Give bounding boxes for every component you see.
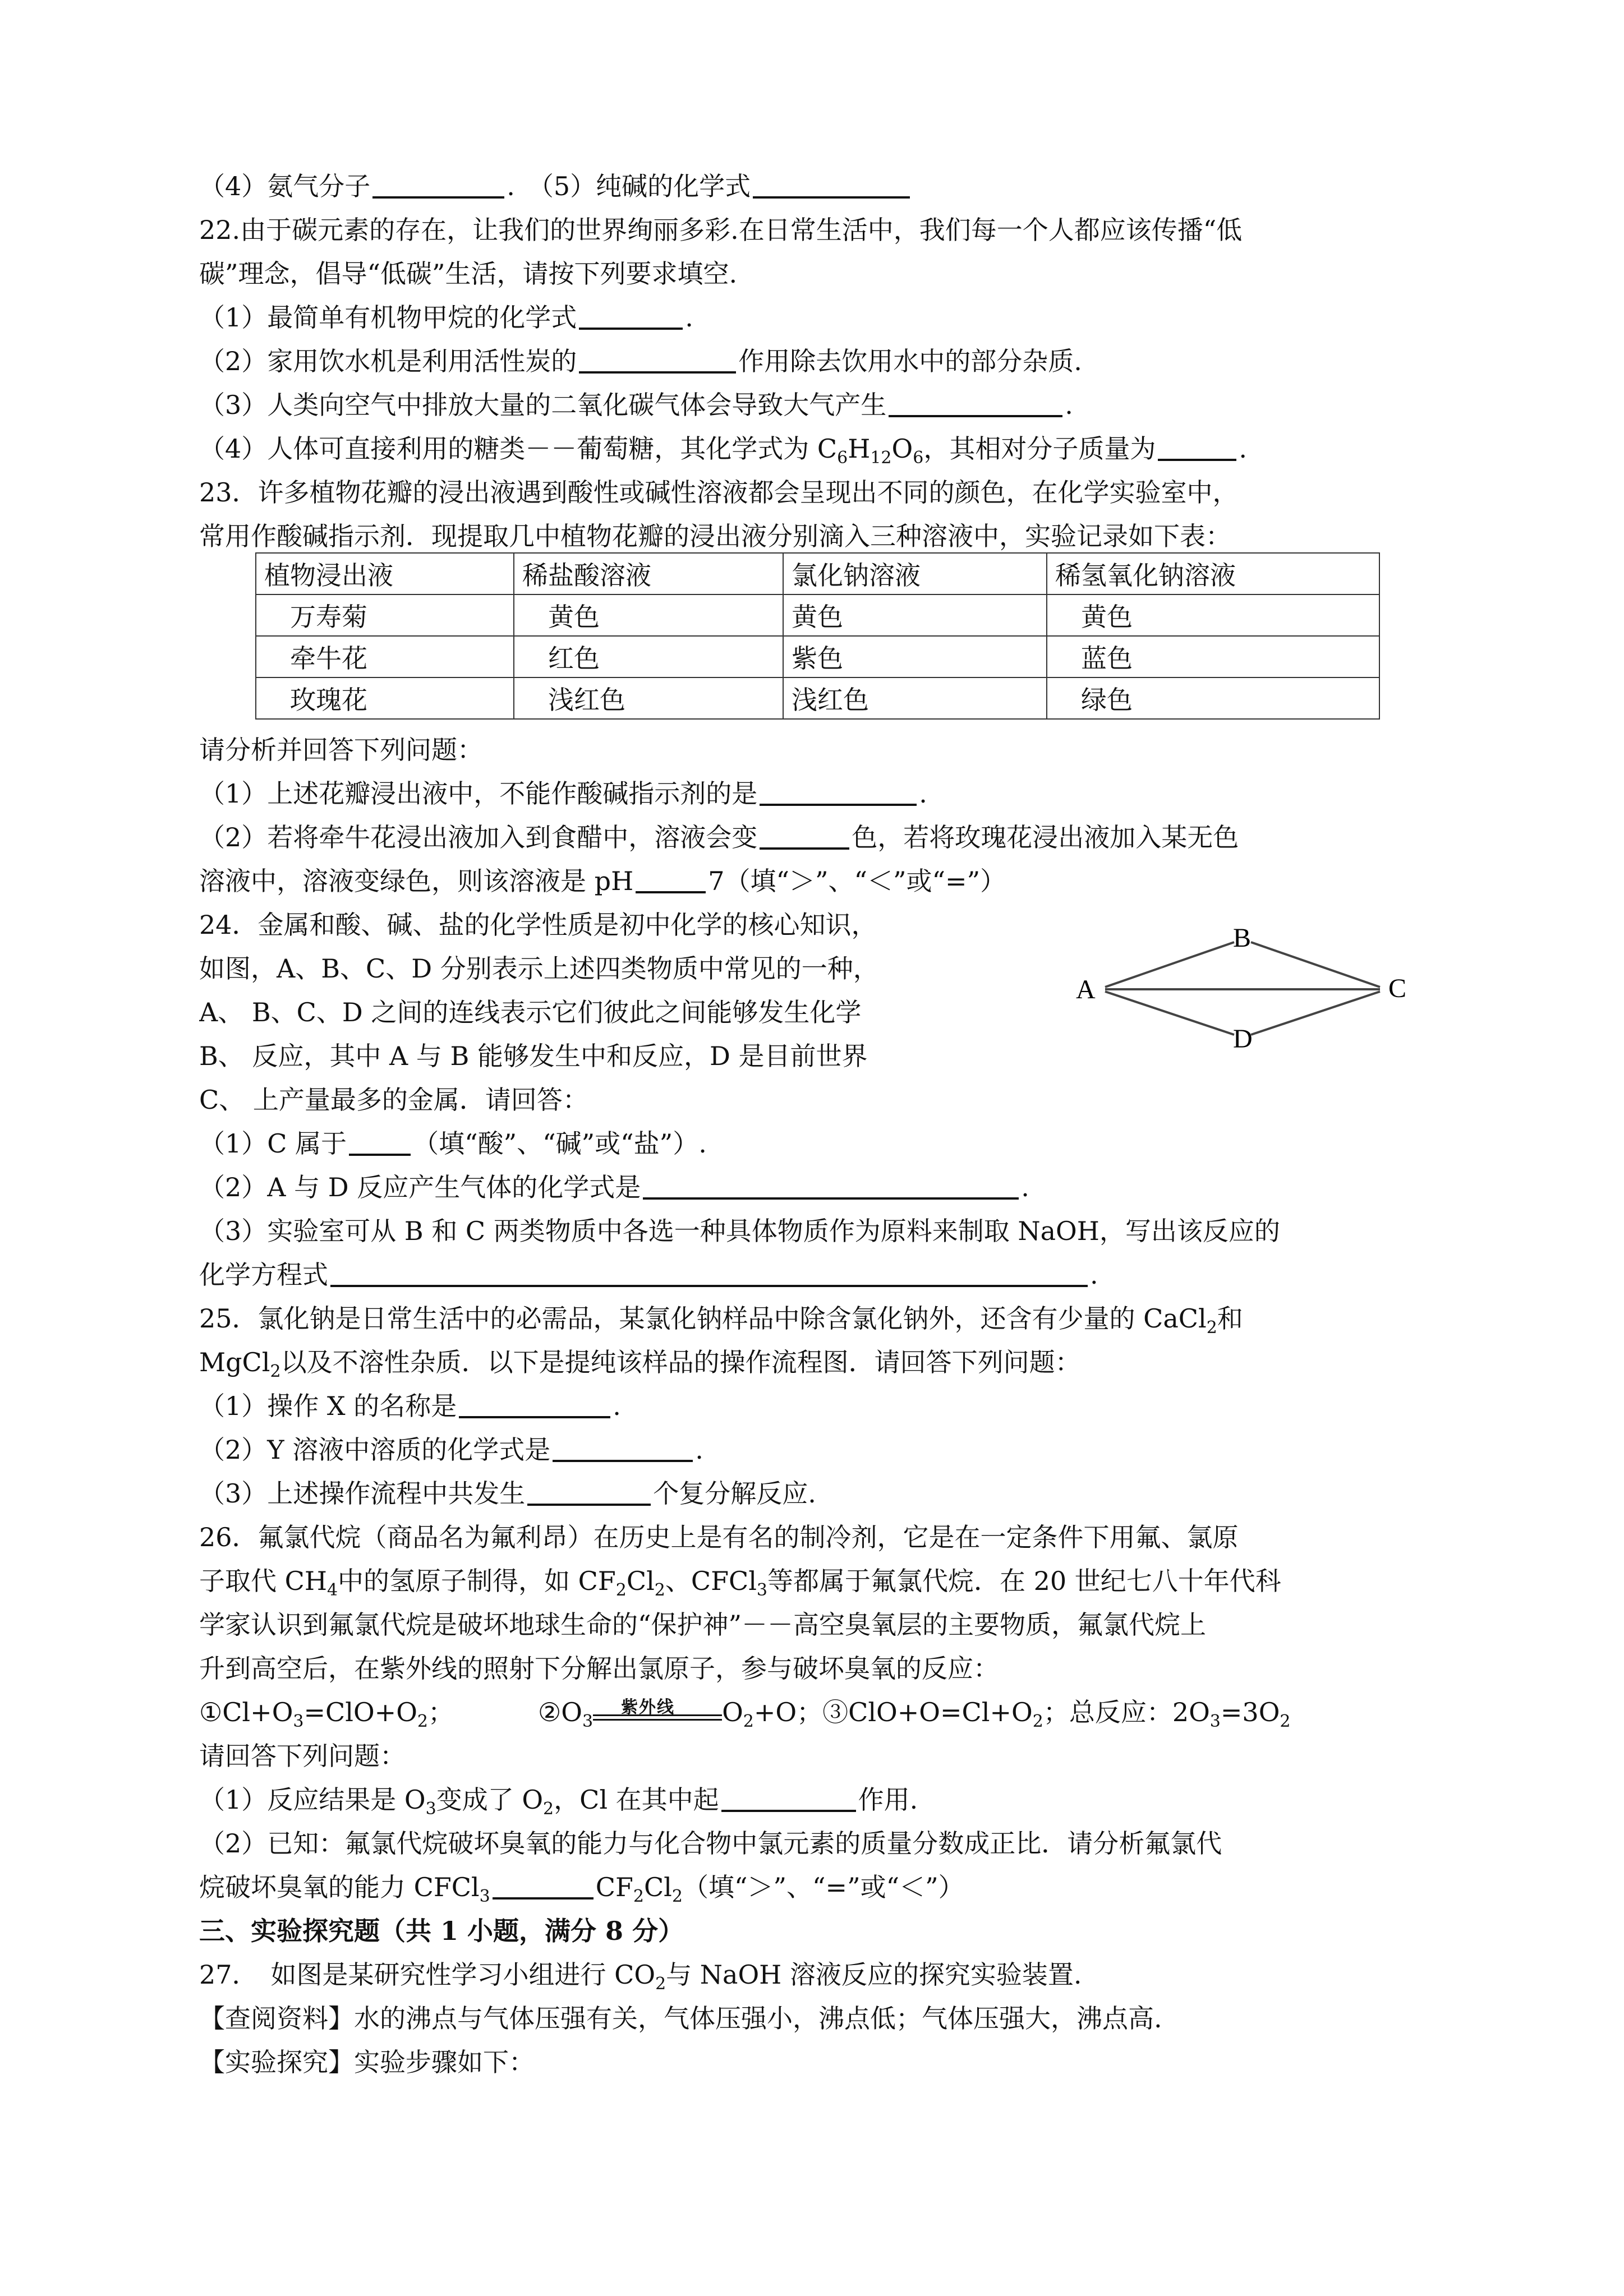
answer-blank[interactable] bbox=[636, 864, 706, 893]
node-b: B bbox=[1233, 923, 1252, 953]
question-27-steps: 【实验探究】实验步骤如下： bbox=[199, 2047, 535, 2077]
question-24-3-cont: 化学方程式 . bbox=[199, 1257, 1461, 1293]
question-26-stem-4: 升到高空后，在紫外线的照射下分解出氯原子，参与破坏臭氧的反应： bbox=[199, 1653, 999, 1684]
table-cell: 牵牛花 bbox=[256, 636, 514, 677]
question-26-stem-3: 学家认识到氟氯代烷是破坏地球生命的“保护神”－－高空臭氧层的主要物质，氟氯代烷上 bbox=[199, 1610, 1207, 1640]
node-c: C bbox=[1388, 974, 1407, 1003]
answer-blank[interactable] bbox=[579, 301, 683, 330]
answer-blank[interactable] bbox=[1158, 432, 1236, 461]
answer-blank[interactable] bbox=[527, 1477, 651, 1506]
question-22-3: （3）人类向空气中排放大量的二氧化碳气体会导致大气产生 . bbox=[199, 387, 1461, 423]
table-cell: 浅红色 bbox=[514, 677, 783, 719]
table-row bbox=[256, 636, 1379, 677]
table-cell: 玫瑰花 bbox=[256, 677, 514, 719]
answer-blank[interactable] bbox=[721, 1783, 856, 1812]
table-cell: 紫色 bbox=[783, 636, 1047, 677]
answer-blank[interactable] bbox=[760, 820, 849, 850]
table-row bbox=[256, 677, 1379, 719]
question-23-stem-cont: 常用作酸碱指示剂．现提取几中植物花瓣的浸出液分别滴入三种溶液中，实验记录如下表： bbox=[199, 521, 1231, 551]
question-22-4: （4）人体可直接利用的糖类－－葡萄糖，其化学式为 $C_6H_{12}O_6$，其相对分子质量为 . bbox=[199, 431, 1461, 467]
answer-blank[interactable] bbox=[372, 169, 504, 199]
table-cell: 蓝色 bbox=[1047, 636, 1379, 677]
table-cell: 黄色 bbox=[783, 594, 1047, 636]
question-24-stem-5: C、 上产量最多的金属．请回答： bbox=[199, 1085, 588, 1115]
question-24-stem: 24．金属和酸、碱、盐的化学性质是初中化学的核心知识， bbox=[199, 910, 877, 940]
answer-blank[interactable] bbox=[553, 1433, 693, 1462]
question-24-stem-3: A、 B、C、D 之间的连线表示它们彼此之间能够发生化学 bbox=[199, 997, 862, 1027]
indicator-table bbox=[255, 552, 1380, 720]
edge-a-b bbox=[1105, 942, 1234, 987]
reaction-equations: $①Cl+O_3=ClO+O_2$； $②O_3$ 紫外线 $O_2+O$；$③ClO+O=Cl+O_2$；总反应：$2O_3=3O_2$ bbox=[199, 1697, 1291, 1730]
question-25-stem-cont: MgCl$_2$以及不溶性杂质．以下是提纯该样品的操作流程图．请回答下列问题： bbox=[199, 1347, 1081, 1380]
question-26-prompt: 请回答下列问题： bbox=[199, 1741, 406, 1771]
answer-blank[interactable] bbox=[760, 777, 917, 806]
question-26-2: （2）已知：氟氯代烷破坏臭氧的能力与化合物中氯元素的质量分数成正比．请分析氟氯代 bbox=[199, 1828, 1222, 1859]
question-24-stem-2: 如图，A、B、C、D 分别表示上述四类物质中常见的一种， bbox=[199, 953, 879, 984]
question-22-stem-cont: 碳”理念，倡导“低碳”生活，请按下列要求填空. bbox=[199, 259, 738, 289]
edge-b-c bbox=[1251, 942, 1380, 987]
answer-blank[interactable] bbox=[349, 1127, 411, 1156]
answer-blank[interactable] bbox=[753, 169, 910, 199]
table-header-cell: 稀氢氧化钠溶液 bbox=[1047, 553, 1379, 594]
reaction-diagram bbox=[1066, 920, 1459, 1066]
answer-blank[interactable] bbox=[889, 388, 1062, 417]
edge-d-c bbox=[1251, 992, 1380, 1035]
table-cell: 万寿菊 bbox=[256, 594, 514, 636]
section-3-heading: 三、实验探究题（共 1 小题，满分 8 分） bbox=[199, 1916, 684, 1946]
question-23-2-cont: 溶液中，溶液变绿色，则该溶液是 pH 7（填“＞”、“＜”或“=”） bbox=[199, 863, 1461, 899]
question-23-1: （1）上述花瓣浸出液中，不能作酸碱指示剂的是 . bbox=[199, 776, 1461, 812]
question-26-stem: 26．氟氯代烷（商品名为氟利昂）在历史上是有名的制冷剂，它是在一定条件下用氟、氯原 bbox=[199, 1522, 1239, 1552]
question-25-1: （1）操作 X 的名称是 . bbox=[199, 1388, 1461, 1424]
question-24-1: （1）C 属于 （填“酸”、“碱”或“盐”）. bbox=[199, 1126, 1461, 1161]
table-row bbox=[256, 594, 1379, 636]
uv-arrow: 紫外线 bbox=[593, 1703, 722, 1726]
question-23-stem: 23．许多植物花瓣的浸出液遇到酸性或碱性溶液都会呈现出不同的颜色，在化学实验室中， bbox=[199, 477, 1239, 508]
question-26-2-cont: 烷破坏臭氧的能力 CFCl$_3$ $CF_2Cl_2$（填“＞”、“=”或“＜”） bbox=[199, 1869, 1461, 1905]
table-header-cell: 植物浸出液 bbox=[256, 553, 514, 594]
table-cell: 浅红色 bbox=[783, 677, 1047, 719]
question-25-3: （3）上述操作流程中共发生 个复分解反应. bbox=[199, 1476, 1461, 1511]
question-22-2: （2）家用饮水机是利用活性炭的 作用除去饮用水中的部分杂质. bbox=[199, 343, 1461, 379]
table-cell: 黄色 bbox=[1047, 594, 1379, 636]
answer-blank[interactable] bbox=[643, 1170, 1019, 1200]
question-26-stem-2: 子取代 $CH_4$中的氢原子制得，如 $CF_2Cl_2$、CFCl$_3$等都属于氟氯代烷．在 20 世纪七八十年代科 bbox=[199, 1566, 1281, 1599]
question-27-info: 【查阅资料】水的沸点与气体压强有关，气体压强小，沸点低；气体压强大，沸点高. bbox=[199, 2003, 1162, 2034]
table-header-row bbox=[256, 553, 1379, 594]
node-d: D bbox=[1233, 1024, 1253, 1054]
question-24-stem-4: B、 反应，其中 A 与 B 能够发生中和反应，D 是目前世界 bbox=[199, 1041, 868, 1071]
answer-blank[interactable] bbox=[493, 1870, 594, 1899]
table-cell: 红色 bbox=[514, 636, 783, 677]
table-cell: 黄色 bbox=[514, 594, 783, 636]
question-24-2: （2）A 与 D 反应产生气体的化学式是 . bbox=[199, 1169, 1461, 1205]
question-25-stem: 25．氯化钠是日常生活中的必需品，某氯化钠样品中除含氯化钠外，还含有少量的 CaCl$_2$和 bbox=[199, 1303, 1243, 1336]
question-26-1: （1）反应结果是 $O_3$变成了 $O_2$，Cl 在其中起 作用. bbox=[199, 1782, 1461, 1818]
table-cell: 绿色 bbox=[1047, 677, 1379, 719]
question-23-prompt: 请分析并回答下列问题： bbox=[199, 735, 483, 765]
question-25-2: （2）Y 溶液中溶质的化学式是 . bbox=[199, 1432, 1461, 1468]
question-22-1: （1）最简单有机物甲烷的化学式 . bbox=[199, 299, 1461, 335]
answer-blank[interactable] bbox=[579, 344, 736, 374]
edge-a-d bbox=[1105, 992, 1234, 1035]
table-header-cell: 稀盐酸溶液 bbox=[514, 553, 783, 594]
answer-blank[interactable] bbox=[459, 1389, 610, 1418]
question-22-stem: 22.由于碳元素的存在，让我们的世界绚丽多彩.在日常生活中，我们每一个人都应该传播“低 bbox=[199, 215, 1243, 245]
node-a: A bbox=[1076, 975, 1096, 1004]
table-header-cell: 氯化钠溶液 bbox=[783, 553, 1047, 594]
answer-blank[interactable] bbox=[330, 1258, 1088, 1287]
question-27-stem: 27． 如图是某研究性学习小组进行 $CO_2$与 NaOH 溶液反应的探究实验装置. bbox=[199, 1960, 1082, 1993]
question-24-3: （3）实验室可从 B 和 C 两类物质中各选一种具体物质作为原料来制取 NaOH，写出该反应的 bbox=[199, 1216, 1280, 1246]
question-23-2: （2）若将牵牛花浸出液加入到食醋中，溶液会变 色，若将玫瑰花浸出液加入某无色 bbox=[199, 819, 1461, 855]
line-q21-4-5: （4）氨气分子 . （5）纯碱的化学式 bbox=[199, 168, 1461, 204]
